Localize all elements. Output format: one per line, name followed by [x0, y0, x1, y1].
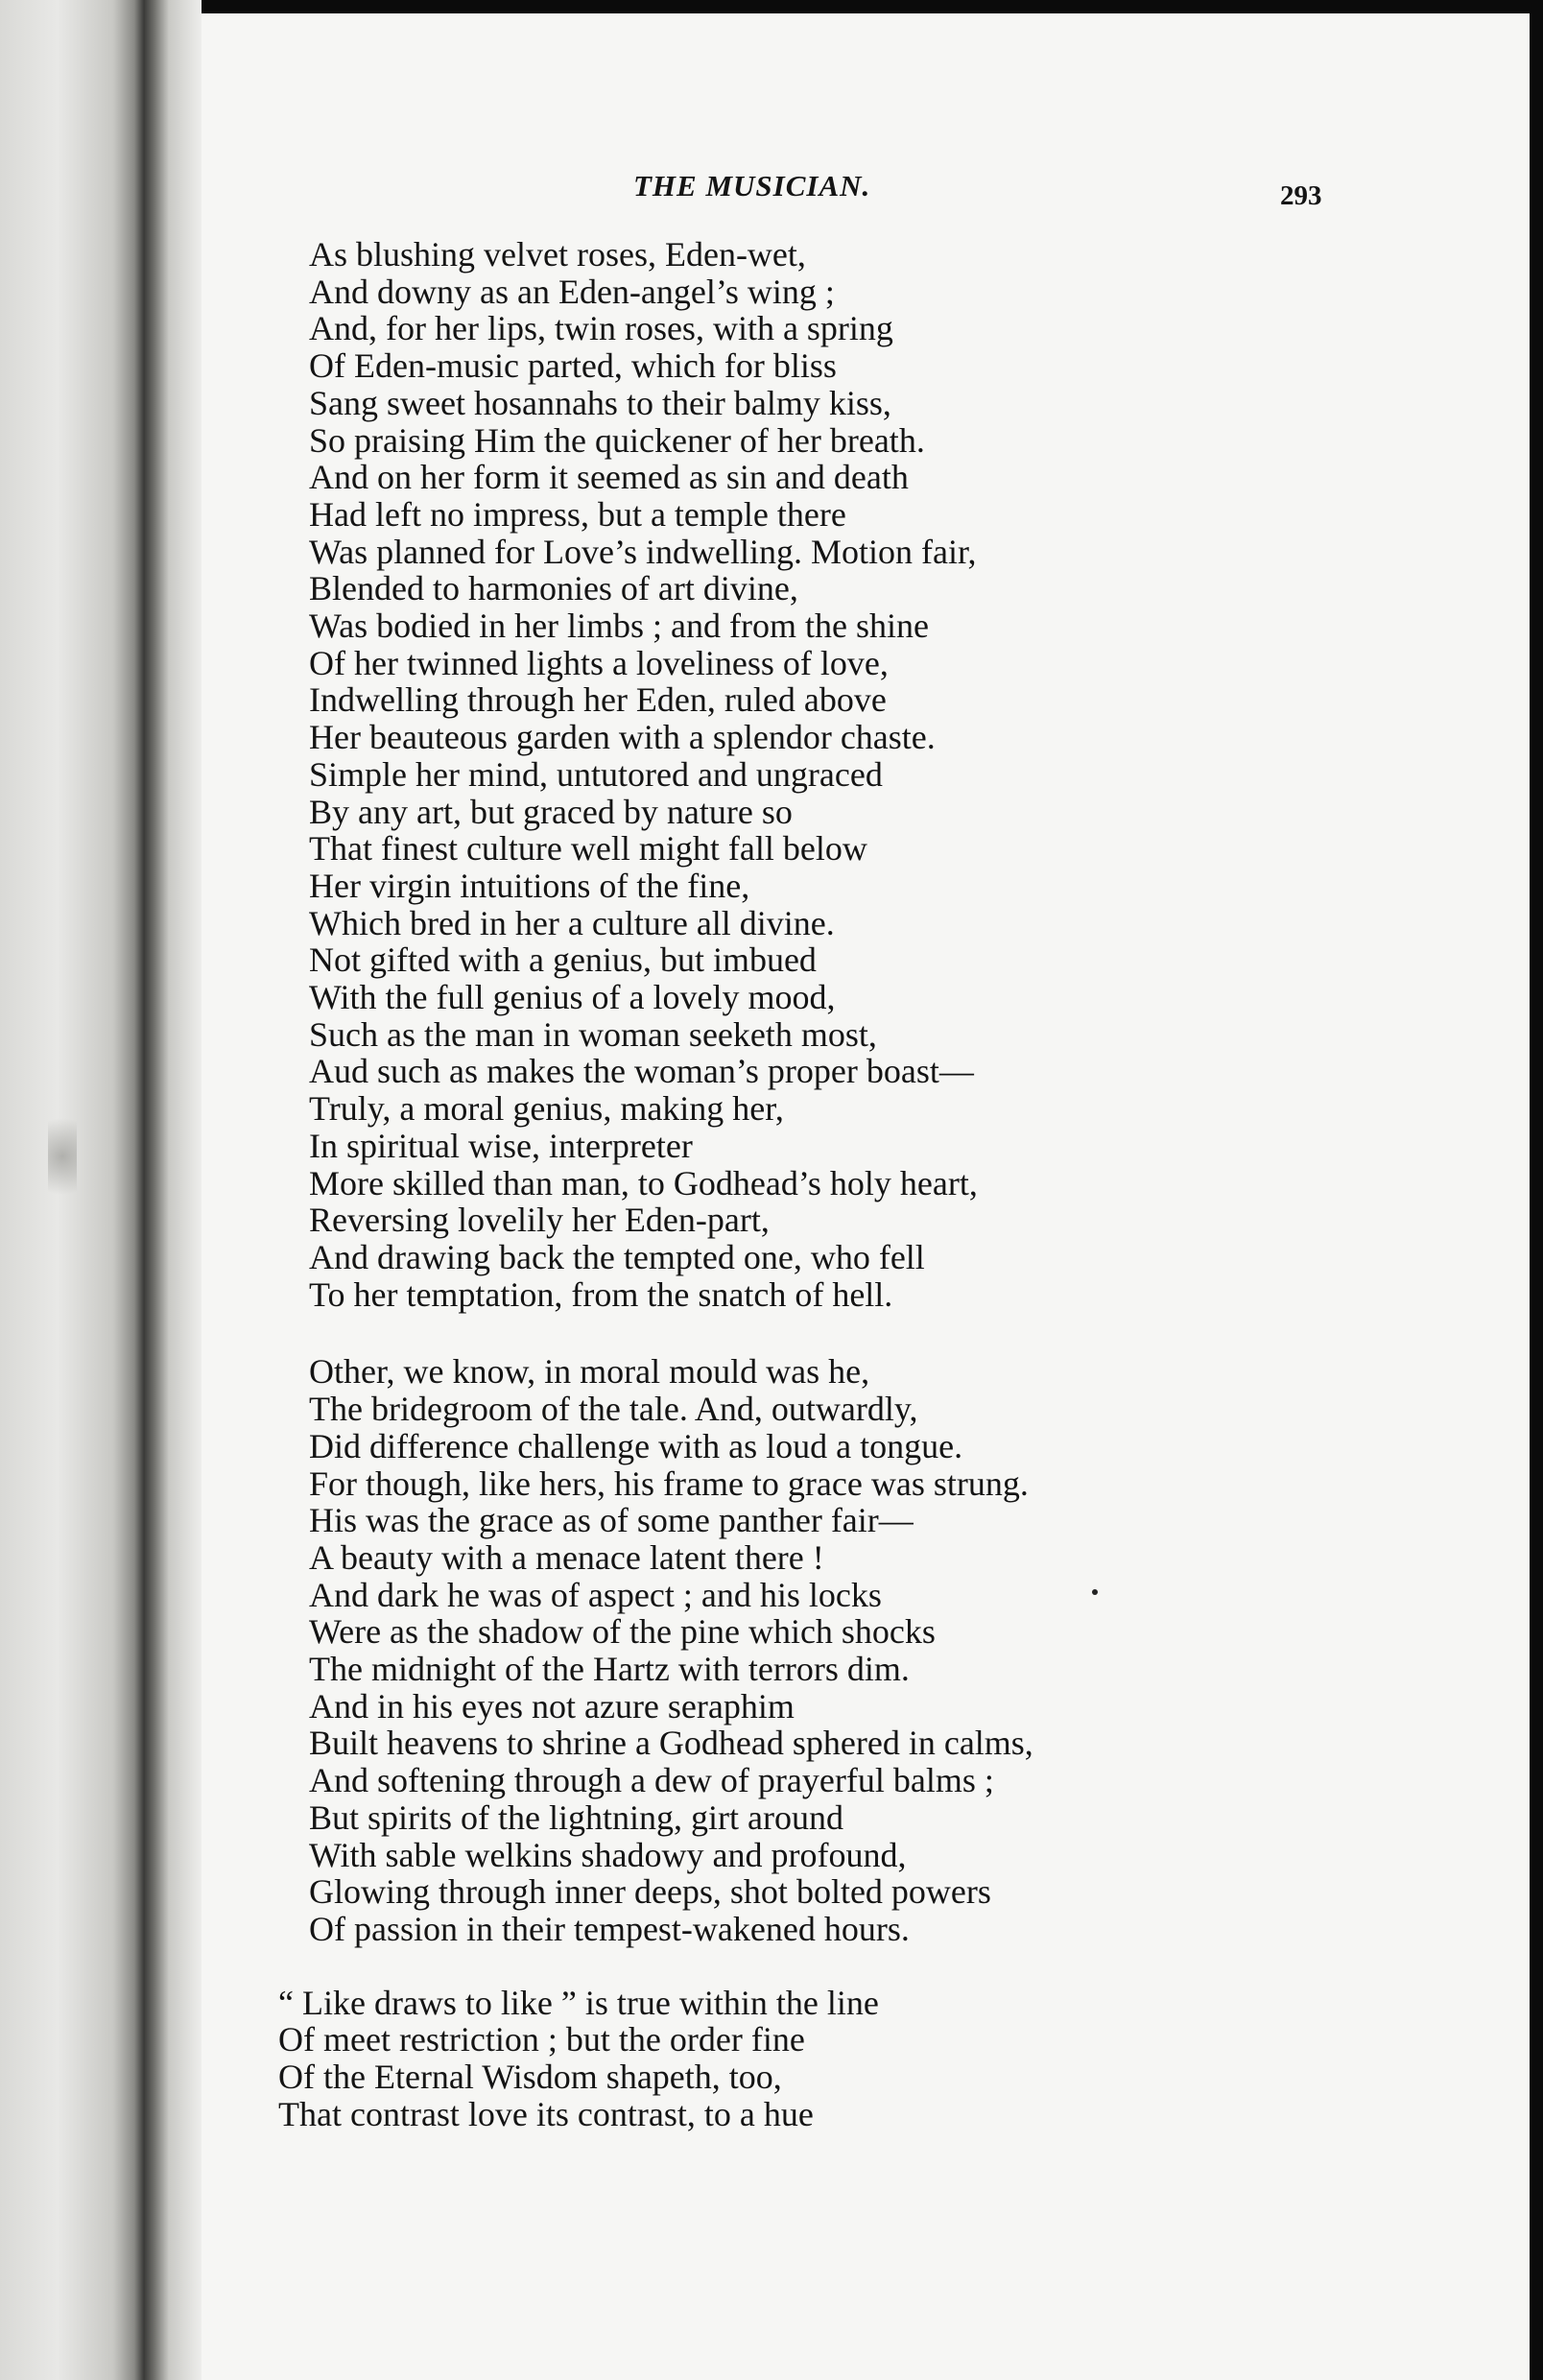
- poem-line: And on her form it seemed as sin and death: [309, 458, 909, 497]
- stanza: [309, 236, 1460, 1313]
- poem-line: “ Like draws to like ” is true within the line: [278, 1983, 879, 2022]
- scan-border-top: [0, 0, 1543, 13]
- gutter-speck: [48, 1104, 77, 1209]
- poem-line: Did difference challenge with as loud a tongue.: [309, 1426, 963, 1465]
- poem-line: Truly, a moral genius, making her,: [309, 1089, 784, 1129]
- poem-body: [278, 235, 1460, 2133]
- poem-line: Of passion in their tempest-wakened hours.: [309, 1909, 910, 1948]
- poem-line: Were as the shadow of the pine which shocks: [309, 1612, 936, 1652]
- poem-line: To her temptation, from the snatch of hell.: [309, 1274, 893, 1314]
- poem-line: Was bodied in her limbs ; and from the shine: [309, 607, 929, 646]
- scan-border-right: [1530, 0, 1543, 2380]
- poem-line: Had left no impress, but a temple there: [309, 494, 846, 534]
- stanza: [309, 1353, 1460, 1947]
- poem-line: With the full genius of a lovely mood,: [309, 978, 836, 1017]
- poem-line: Blended to harmonies of art divine,: [309, 569, 798, 608]
- poem-line: And dark he was of aspect ; and his locks: [309, 1575, 882, 1614]
- poem-line: Indwelling through her Eden, ruled above: [309, 680, 887, 720]
- stanza: [278, 1985, 1460, 2133]
- poem-line: Was planned for Love’s indwelling. Motion fair,: [309, 532, 977, 571]
- poem-line: Of meet restriction ; but the order fine: [278, 2020, 805, 2059]
- poem-line: Reversing lovelily her Eden-part,: [309, 1201, 770, 1240]
- poem-line: So praising Him the quickener of her breath.: [309, 420, 925, 460]
- running-head: THE MUSICIAN.: [633, 169, 871, 202]
- poem-line: And softening through a dew of prayerful balms ;: [309, 1761, 994, 1800]
- book-gutter-shadow: [0, 0, 202, 2380]
- poem-line: By any art, but graced by nature so: [309, 792, 793, 831]
- poem-line: Of her twinned lights a loveliness of love,: [309, 643, 889, 682]
- poem-line: And downy as an Eden-angel’s wing ;: [309, 272, 835, 311]
- poem-line: Which bred in her a culture all divine.: [309, 903, 835, 942]
- poem-line: Aud such as makes the woman’s proper boast—: [309, 1052, 974, 1091]
- poem-line: Her beauteous garden with a splendor chaste.: [309, 718, 936, 757]
- poem-line: That contrast love its contrast, to a hue: [278, 2094, 814, 2133]
- poem-line: Such as the man in woman seeketh most,: [309, 1014, 877, 1054]
- poem-line: Her virgin intuitions of the fine,: [309, 866, 750, 905]
- poem-line: With sable welkins shadowy and profound,: [309, 1835, 907, 1874]
- poem-line: And in his eyes not azure seraphim: [309, 1686, 795, 1726]
- poem-line: And drawing back the tempted one, who fell: [309, 1237, 925, 1276]
- poem-line: Of Eden-music parted, which for bliss: [309, 346, 837, 386]
- poem-line: More skilled than man, to Godhead’s holy heart,: [309, 1163, 978, 1202]
- poem-line: For though, like hers, his frame to grace was strung.: [309, 1464, 1029, 1503]
- poem-line: Glowing through inner deeps, shot bolted powers: [309, 1872, 991, 1912]
- poem-line: In spiritual wise, interpreter: [309, 1126, 693, 1165]
- poem-line: Of the Eternal Wisdom shapeth, too,: [278, 2058, 782, 2097]
- poem-line: That finest culture well might fall below: [309, 829, 867, 869]
- ink-speck: [1092, 1589, 1098, 1595]
- poem-line: Sang sweet hosannahs to their balmy kiss,: [309, 383, 891, 422]
- poem-line: Built heavens to shrine a Godhead sphered in calms,: [309, 1724, 1033, 1763]
- page-number: 293: [1280, 180, 1322, 211]
- poem-line: Other, we know, in moral mould was he,: [309, 1352, 870, 1392]
- poem-line: As blushing velvet roses, Eden-wet,: [309, 235, 806, 274]
- poem-line: The bridegroom of the tale. And, outwardly,: [309, 1390, 918, 1429]
- poem-line: But spirits of the lightning, girt around: [309, 1797, 843, 1837]
- poem-line: A beauty with a menace latent there !: [309, 1537, 824, 1577]
- poem-line: And, for her lips, twin roses, with a spring: [309, 309, 893, 348]
- poem-line: His was the grace as of some panther fair—: [309, 1501, 914, 1540]
- poem-line: Simple her mind, untutored and ungraced: [309, 754, 883, 794]
- poem-line: The midnight of the Hartz with terrors dim.: [309, 1650, 910, 1689]
- poem-line: Not gifted with a genius, but imbued: [309, 940, 817, 980]
